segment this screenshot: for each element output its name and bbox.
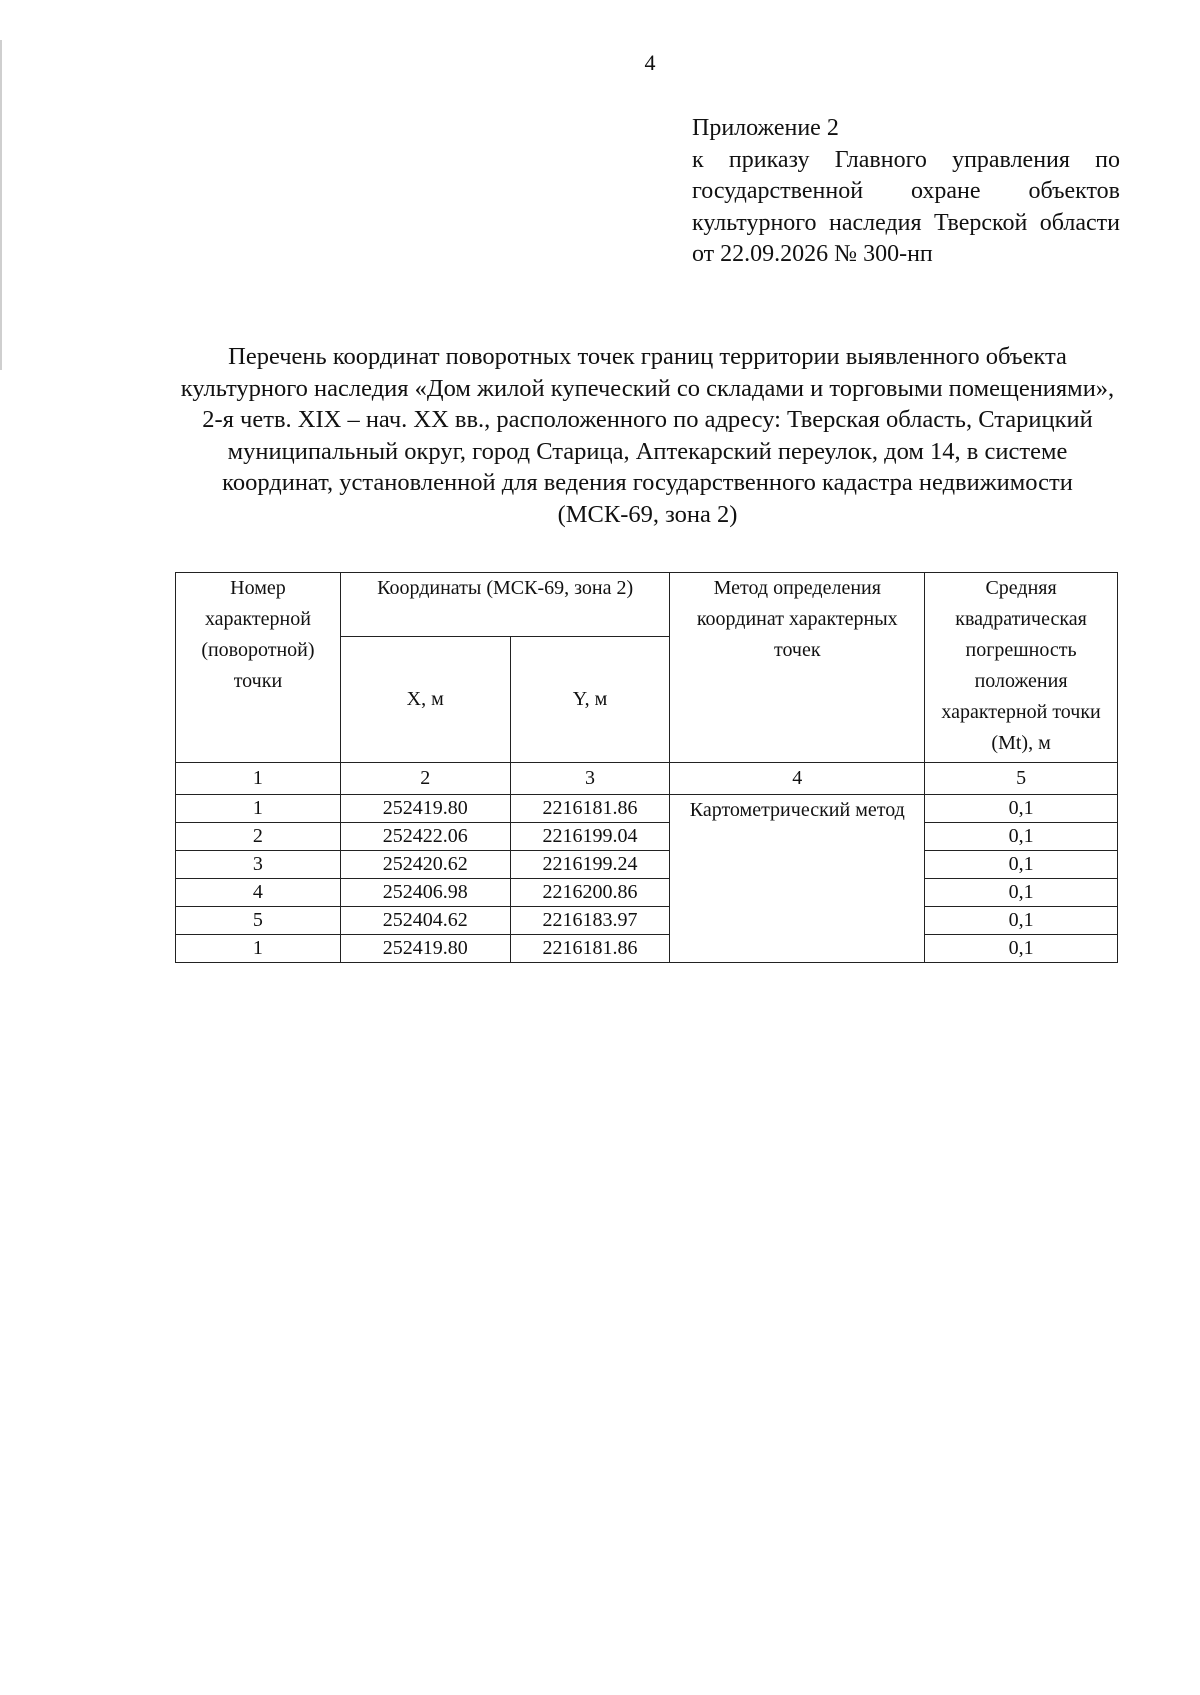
column-number: 4 [670, 763, 925, 795]
header-y: Y, м [510, 637, 670, 763]
y-cell: 2216181.86 [510, 795, 670, 823]
point-cell: 3 [176, 851, 341, 879]
coordinates-table [175, 572, 1118, 963]
header-coordinates: Координаты (МСК-69, зона 2) [340, 573, 670, 637]
y-cell: 2216199.04 [510, 823, 670, 851]
x-cell: 252419.80 [340, 935, 510, 963]
error-cell: 0,1 [925, 879, 1118, 907]
page-number: 4 [644, 50, 656, 75]
y-cell: 2216183.97 [510, 907, 670, 935]
column-number: 1 [176, 763, 341, 795]
table-row [176, 851, 1118, 879]
error-cell: 0,1 [925, 935, 1118, 963]
error-cell: 0,1 [925, 795, 1118, 823]
point-cell: 2 [176, 823, 341, 851]
table-row [176, 935, 1118, 963]
appendix-title: Приложение 2 [692, 115, 839, 141]
error-cell: 0,1 [925, 823, 1118, 851]
point-cell: 4 [176, 879, 341, 907]
point-cell: 1 [176, 795, 341, 823]
column-number: 3 [510, 763, 670, 795]
table-row [176, 907, 1118, 935]
table-row [176, 879, 1118, 907]
header-method: Метод определения координат характерных точек [670, 573, 925, 763]
table-row [176, 795, 1118, 823]
appendix-block [692, 113, 1120, 271]
error-cell: 0,1 [925, 851, 1118, 879]
y-cell: 2216181.86 [510, 935, 670, 963]
header-point-number: Номер характерной (поворотной) точки [176, 573, 341, 763]
method-cell: Картометрический метод [670, 795, 925, 963]
header-x: X, м [340, 637, 510, 763]
x-cell: 252422.06 [340, 823, 510, 851]
document-title: Перечень координат поворотных точек границ территории выявленного объекта культурного наследия «Дом жилой купеческий со складами и торговыми помещениями», 2-я четв. XIX – нач. XX вв., расположенного по адресу: Тверская область, Старицкий муниципальный округ, город Старица, Аптекарский переулок, дом 14, в системе координат, установленной для ведения государственного кадастра недвижимости (МСК-69, зона 2) [180, 343, 1115, 528]
point-cell: 1 [176, 935, 341, 963]
x-cell: 252404.62 [340, 907, 510, 935]
y-cell: 2216199.24 [510, 851, 670, 879]
table-row [176, 823, 1118, 851]
x-cell: 252420.62 [340, 851, 510, 879]
scan-edge-line [0, 40, 2, 370]
x-cell: 252406.98 [340, 879, 510, 907]
header-error: Средняя квадратическая погрешность положения характерной точки (Mt), м [925, 573, 1118, 763]
y-cell: 2216200.86 [510, 879, 670, 907]
x-cell: 252419.80 [340, 795, 510, 823]
column-number: 2 [340, 763, 510, 795]
column-number: 5 [925, 763, 1118, 795]
error-cell: 0,1 [925, 907, 1118, 935]
appendix-text: к приказу Главного управления по государственной охране объектов культурного наследия Тверской области от 22.09.2026 № 300-нп [692, 146, 1120, 267]
point-cell: 5 [176, 907, 341, 935]
column-number-row [176, 763, 1118, 795]
